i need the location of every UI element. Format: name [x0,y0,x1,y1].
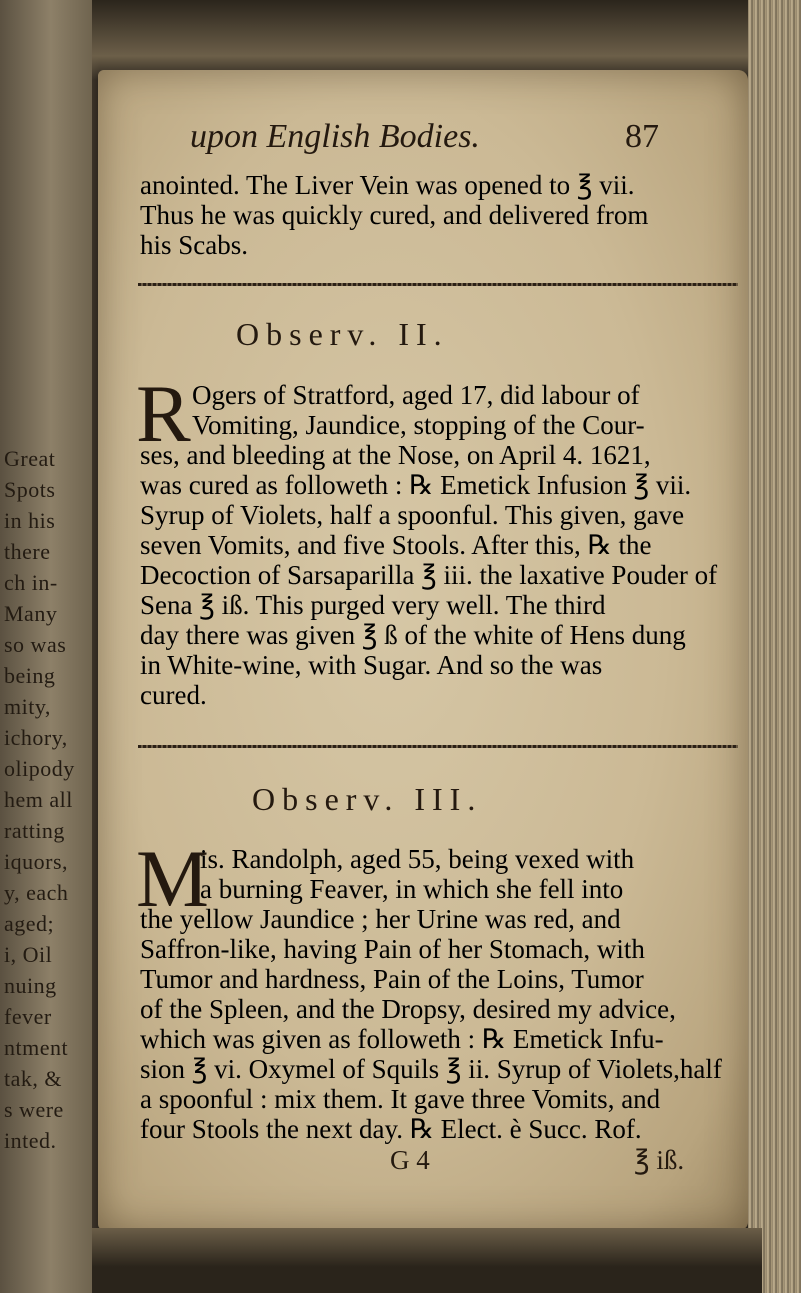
page-number: 87 [625,118,659,155]
facing-page-fragment: ratting [4,818,65,843]
text-line: four Stools the next day. ℞ Elect. è Succ. Rof. [140,1114,642,1144]
signature-mark: G 4 [390,1145,430,1175]
facing-page-fragment: olipody [4,756,75,781]
catchword: ℥ iß. [634,1145,685,1175]
facing-page-fragment: i, Oil [4,942,53,967]
facing-page-fragment: tak, & [4,1066,62,1091]
page-edges [748,0,801,1293]
text-line: ses, and bleeding at the Nose, on April 4. 1621, [140,440,651,470]
facing-page-fragment: mity, [4,694,51,719]
text-line: his Scabs. [140,230,248,260]
facing-page-fragment: being [4,663,56,688]
text-line: which was given as followeth : ℞ Emetick Infu- [140,1024,664,1054]
observation-iii-title: Observ. III. [252,781,483,817]
running-header [190,118,659,156]
text-line: Tumor and hardness, Pain of the Loins, Tumor [140,964,644,994]
facing-page-fragment: ntment [4,1035,69,1060]
text-line: was cured as followeth : ℞ Emetick Infusion ℥ vii. [140,470,692,500]
text-line: Ogers of Stratford, aged 17, did labour of [192,380,640,410]
text-line: seven Vomits, and five Stools. After this, ℞ the [140,530,652,560]
text-line: Sena ℥ iß. This purged very well. The third [140,590,606,620]
text-line: anointed. The Liver Vein was opened to ℥ vii. [140,170,635,200]
text-line: in White-wine, with Sugar. And so the was [140,650,603,680]
facing-page-fragment: ichory, [4,725,68,750]
facing-page-fragment: in his [4,508,56,533]
text-line: of the Spleen, and the Dropsy, desired my advice, [140,994,676,1024]
facing-page-fragment: so was [4,632,67,657]
text-line: cured. [140,680,207,710]
facing-page-fragment: y, each [4,880,69,905]
facing-page-fragment: Great [4,446,56,471]
text-line: sion ℥ vi. Oxymel of Squils ℥ ii. Syrup of Violets,half [140,1054,722,1084]
text-line: Decoction of Sarsaparilla ℥ iii. the laxative Pouder of [140,560,718,590]
facing-page-fragment: iquors, [4,849,68,874]
bottom-shadow [92,1228,762,1293]
facing-page-fragment: Spots [4,477,56,502]
drop-cap: M [136,833,209,924]
facing-page-fragment: hem all [4,787,73,812]
running-title: upon English Bodies. [190,118,480,155]
text-line: Thus he was quickly cured, and delivered from [140,200,649,230]
text-line: a burning Feaver, in which she fell into [200,874,624,904]
facing-page-strip [0,0,92,1293]
text-line: Saffron-like, having Pain of her Stomach, with [140,934,645,964]
facing-page-fragment: ch in- [4,570,58,595]
section-rule [138,745,738,748]
facing-page-fragment: fever [4,1004,52,1029]
text-line: is. Randolph, aged 55, being vexed with [200,844,635,874]
facing-page-fragment: there [4,539,51,564]
text-line: the yellow Jaundice ; her Urine was red, and [140,904,621,934]
facing-page-fragment: Many [4,601,58,626]
observation-ii-title: Observ. II. [236,316,449,352]
text-line: Syrup of Violets, half a spoonful. This given, gave [140,500,685,530]
top-shadow [92,0,772,80]
facing-page-fragment: inted. [4,1128,57,1153]
text-line: a spoonful : mix them. It gave three Vomits, and [140,1084,661,1114]
drop-cap: R [136,368,191,459]
facing-page-fragment: s were [4,1097,64,1122]
facing-page-fragment: aged; [4,911,55,936]
section-rule [138,283,738,286]
text-line: Vomiting, Jaundice, stopping of the Cour- [192,410,645,440]
facing-page-fragment: nuing [4,973,57,998]
text-line: day there was given ℥ ß of the white of Hens dung [140,620,686,650]
